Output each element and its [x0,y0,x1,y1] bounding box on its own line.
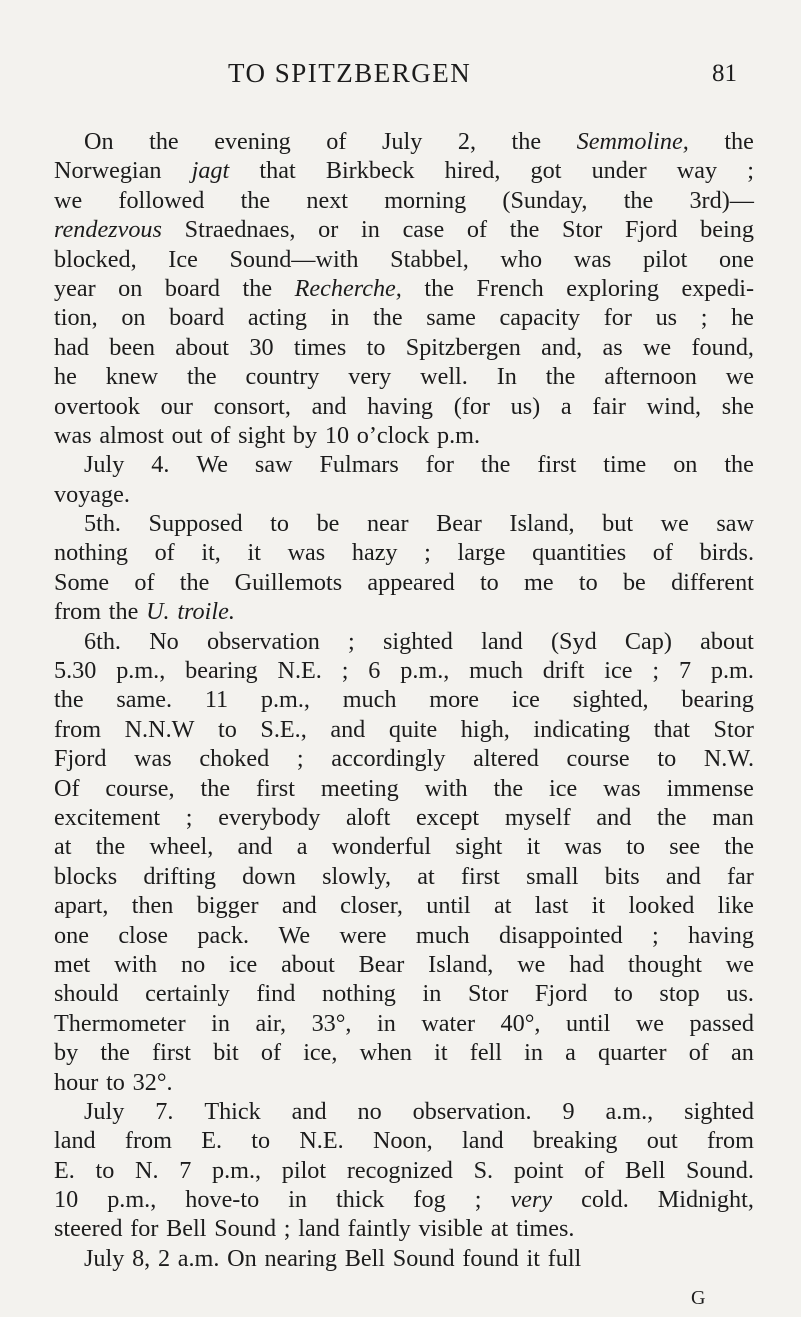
paragraph [54,450,754,509]
text-line: steered for Bell Sound ; land faintly visible at times. [54,1215,575,1243]
text-line: was almost out of sight by 10 o’clock p.m. [54,421,481,449]
text-line: 5.30 p.m., bearing N.E. ; 6 p.m., much drift ice ; 7 p.m. [54,657,754,685]
paragraph [54,127,754,450]
text-line: blocked, Ice Sound—with Stabbel, who was pilot one [54,245,754,273]
text-line: had been about 30 times to Spitzbergen and, as we found, [54,333,754,361]
text-line: the same. 11 p.m., much more ice sighted, bearing [54,686,754,714]
text-line: tion, on board acting in the same capacity for us ; he [54,304,754,332]
text-line: Fjord was choked ; accordingly altered course to N.W. [54,745,754,773]
running-title: TO SPITZBERGEN [228,58,472,88]
signature-mark: G [691,1287,706,1309]
text-line: we followed the next morning (Sunday, the 3rd)— [54,186,754,214]
text-line: land from E. to N.E. Noon, land breaking out from [54,1127,754,1155]
text-line: Some of the Guillemots appeared to me to be different [54,568,754,596]
text-line: 5th. Supposed to be near Bear Island, but we saw [84,510,754,538]
text-line: 6th. No observation ; sighted land (Syd Cap) about [84,627,754,655]
text-line: nothing of it, it was hazy ; large quantities of birds. [54,539,754,567]
text-line: July 4. We saw Fulmars for the first time on the [84,451,754,479]
text-line: 10 p.m., hove-to in thick fog ; very cold. Midnight, [54,1186,754,1214]
text-line: July 8, 2 a.m. On nearing Bell Sound found it full [84,1244,582,1272]
text-line: met with no ice about Bear Island, we had thought we [54,950,754,978]
text-line: hour to 32°. [54,1068,173,1096]
text-line: by the first bit of ice, when it fell in a quarter of an [54,1039,754,1067]
text-line: at the wheel, and a wonderful sight it was to see the [54,833,754,861]
text-line: Thermometer in air, 33°, in water 40°, until we passed [54,1009,754,1037]
text-line: Norwegian jagt that Birkbeck hired, got under way ; [54,157,754,185]
page-number: 81 [712,60,737,87]
text-line: from N.N.W to S.E., and quite high, indicating that Stor [54,715,754,743]
text-line: apart, then bigger and closer, until at last it looked like [54,892,754,920]
body-text [54,127,754,1273]
text-line: E. to N. 7 p.m., pilot recognized S. point of Bell Sound. [54,1156,754,1184]
text-line: overtook our consort, and having (for us) a fair wind, she [54,392,754,420]
paragraph [54,627,754,1097]
text-line: excitement ; everybody aloft except myself and the man [54,803,754,831]
text-line: from the U. troile. [54,598,235,626]
paragraph [54,509,754,627]
text-line: Of course, the first meeting with the ice was immense [54,774,754,802]
text-line: one close pack. We were much disappointed ; having [54,921,754,949]
paragraph [54,1097,754,1244]
paragraph [54,1244,754,1273]
text-line: On the evening of July 2, the Semmoline, the [84,128,754,155]
text-line: July 7. Thick and no observation. 9 a.m., sighted [84,1097,754,1125]
text-line: rendezvous Straednaes, or in case of the Stor Fjord being [54,216,754,244]
text-line: should certainly find nothing in Stor Fjord to stop us. [54,980,754,1008]
text-line: voyage. [54,480,130,508]
text-line: blocks drifting down slowly, at first small bits and far [54,862,754,890]
text-line: year on board the Recherche, the French exploring expedi- [54,274,754,302]
text-line: he knew the country very well. In the afternoon we [54,363,754,391]
